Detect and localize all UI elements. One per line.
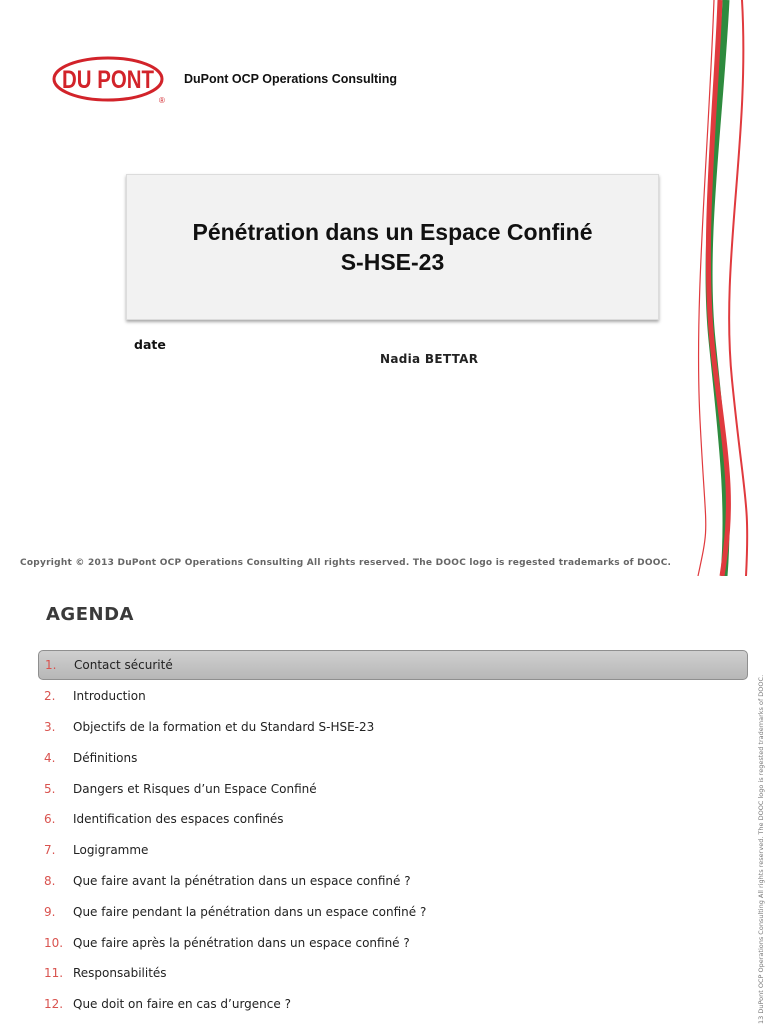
standard-code: S-HSE-23 [340, 249, 445, 275]
ribbon-decoration [690, 0, 768, 576]
agenda-item [38, 866, 748, 897]
agenda-item [38, 742, 748, 773]
vertical-copyright: 13 DuPont OCP Operations Consulting All rights reserved. The DOOC logo is regested trademarks of DOOC. [757, 674, 765, 1024]
agenda-number: 2. [44, 689, 56, 704]
agenda-text: Dangers et Risques d’un Espace Confiné [73, 781, 317, 796]
agenda-text: Que faire après la pénétration dans un espace confiné ? [73, 935, 410, 950]
agenda-number: 5. [44, 781, 56, 796]
agenda-text: Définitions [73, 750, 138, 765]
agenda-number: 4. [44, 750, 56, 765]
agenda-text: Logigramme [73, 843, 149, 858]
agenda-text: Identification des espaces confinés [73, 812, 284, 827]
title-box [126, 174, 659, 320]
agenda-slide [0, 576, 768, 1024]
agenda-number: 6. [44, 812, 56, 827]
agenda-number: 8. [44, 873, 56, 888]
agenda-text: Que faire pendant la pénétration dans un espace confiné ? [73, 904, 427, 919]
agenda-text: Que faire avant la pénétration dans un espace confiné ? [73, 873, 411, 888]
copyright-footer: Copyright © 2013 DuPont OCP Operations Consulting All rights reserved. The DOOC logo is regested trademarks of DOOC. [20, 558, 672, 568]
agenda-item [38, 712, 748, 743]
agenda-number: 7. [44, 843, 56, 858]
agenda-item [38, 804, 748, 835]
dupont-logo [52, 56, 166, 104]
agenda-title: AGENDA [46, 604, 134, 625]
agenda-item [38, 773, 748, 804]
author-name: Nadia BETTAR [380, 352, 479, 366]
agenda-number: 9. [44, 904, 56, 919]
logo-text: DU PONT [62, 66, 154, 94]
agenda-item [38, 958, 748, 989]
agenda-item [38, 835, 748, 866]
agenda-text: Que doit on faire en cas d’urgence ? [73, 997, 291, 1012]
agenda-list [38, 650, 748, 1020]
agenda-text: Responsabilités [73, 966, 167, 981]
agenda-text: Introduction [73, 689, 146, 704]
registered-mark: ® [159, 96, 165, 104]
agenda-number: 10. [44, 935, 64, 950]
agenda-item [38, 927, 748, 958]
agenda-item [38, 681, 748, 712]
agenda-item [38, 896, 748, 927]
agenda-number: 11. [44, 966, 64, 981]
company-name: DuPont OCP Operations Consulting [184, 72, 397, 86]
agenda-number: 3. [44, 719, 56, 734]
date-label: date [134, 337, 166, 352]
agenda-text: Objectifs de la formation et du Standard S-HSE-23 [73, 719, 375, 734]
agenda-number: 1. [45, 658, 57, 672]
agenda-text: Contact sécurité [74, 658, 173, 672]
agenda-item [38, 650, 748, 680]
presentation-title: Pénétration dans un Espace Confiné [192, 219, 593, 245]
agenda-number: 12. [44, 997, 64, 1012]
agenda-item [38, 989, 748, 1020]
